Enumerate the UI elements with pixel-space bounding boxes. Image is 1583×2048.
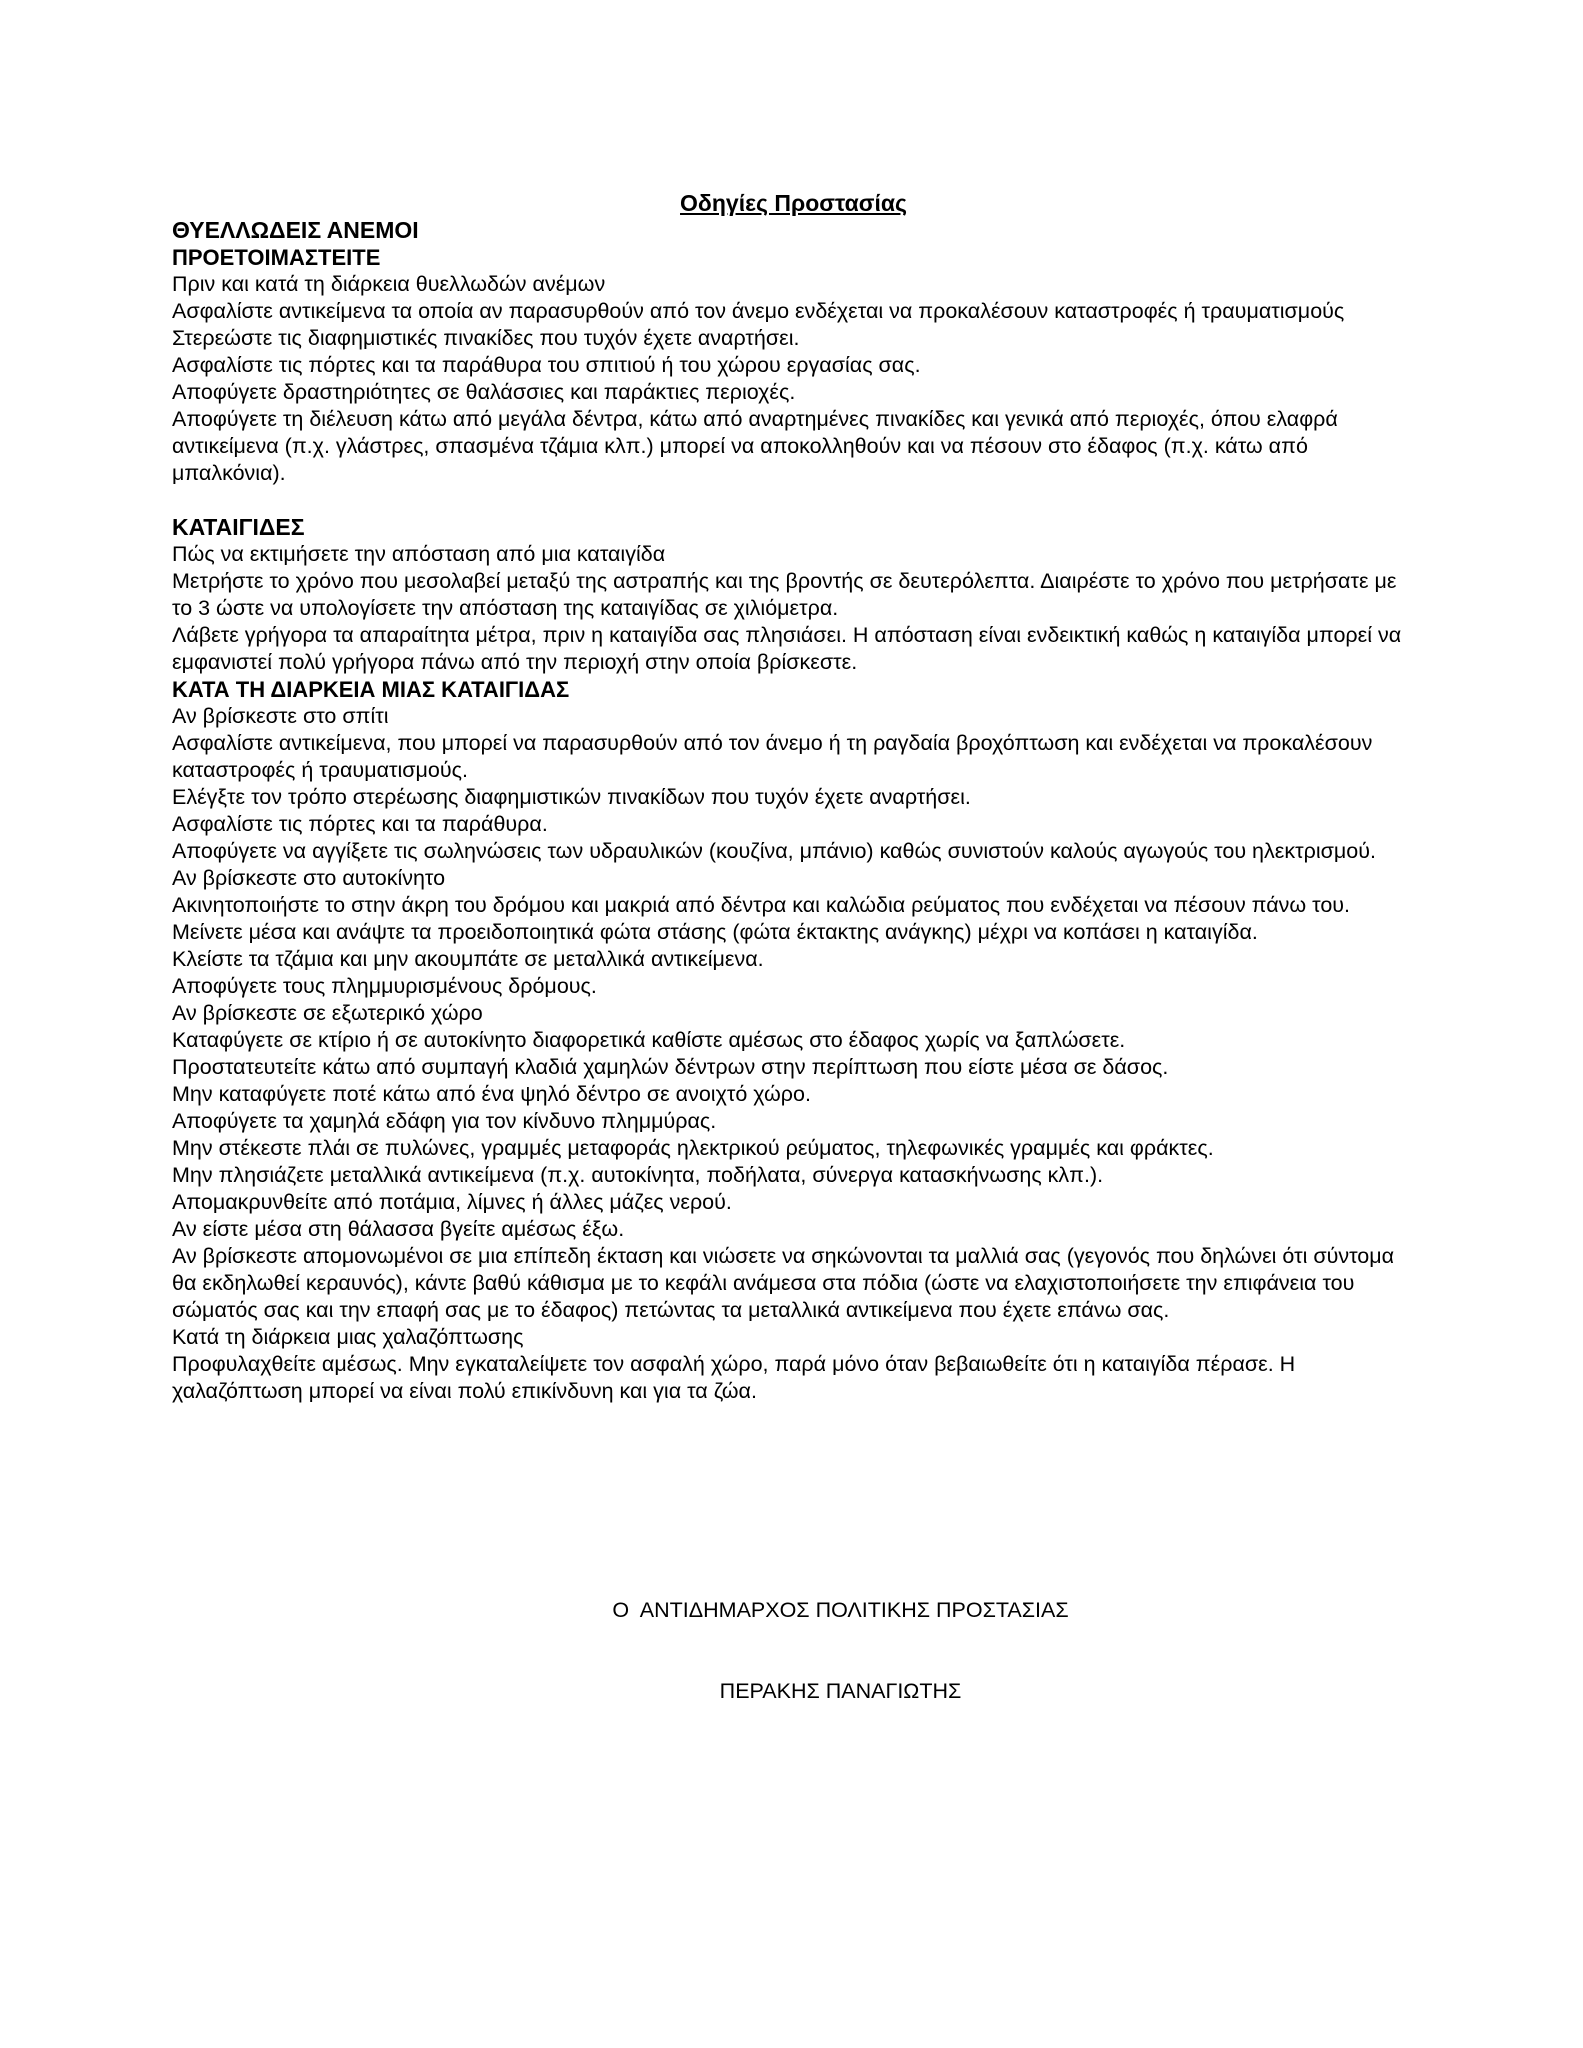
section-thunderstorms — [172, 514, 1415, 1405]
paragraph: Μην πλησιάζετε μεταλλικά αντικείμενα (π.χ. αυτοκίνητα, ποδήλατα, σύνεργα κατασκήνωσης κλπ.). — [172, 1163, 1104, 1187]
paragraph: Κατά τη διάρκεια μιας χαλαζόπτωσης — [172, 1325, 524, 1349]
paragraph: Ασφαλίστε τις πόρτες και τα παράθυρα του σπιτιού ή του χώρου εργασίας σας. — [172, 353, 921, 377]
paragraph: Αποφύγετε να αγγίξετε τις σωληνώσεις των υδραυλικών (κουζίνα, μπάνιο) καθώς συνιστούν καλούς αγωγούς του ηλεκτρισμού. — [172, 839, 1376, 863]
section-subheading-during-thunderstorm: ΚΑΤΑ ΤΗ ΔΙΑΡΚΕΙΑ ΜΙΑΣ ΚΑΤΑΙΓΙΔΑΣ — [172, 677, 570, 702]
paragraph: Προστατευτείτε κάτω από συμπαγή κλαδιά χαμηλών δέντρων στην περίπτωση που είστε μέσα σε δάσος. — [172, 1055, 1169, 1079]
paragraph: Ασφαλίστε τις πόρτες και τα παράθυρα. — [172, 812, 548, 836]
paragraph: Ακινητοποιήστε το στην άκρη του δρόμου και μακριά από δέντρα και καλώδια ρεύματος που ενδέχεται να πέσουν πάνω του. — [172, 893, 1351, 917]
paragraph: Αν βρίσκεστε απομονωμένοι σε μια επίπεδη έκταση και νιώσετε να σηκώνονται τα μαλλιά σας (γεγονός που δηλώνει ότι σύντομα θα εκδηλωθεί κεραυνός), κάντε βαθύ κάθισμα με το κεφάλι ανάμεσα στα πόδια (ώστε να ελαχιστοποιήσετε την επιφάνεια του σώματός σας και την επαφή σας με το έδαφος) πετώντας τα μεταλλικά αντικείμενα που έχετε επάνω σας. — [172, 1244, 1395, 1322]
paragraph: Μείνετε μέσα και ανάψτε τα προειδοποιητικά φώτα στάσης (φώτα έκτακτης ανάγκης) μέχρι να κοπάσει η καταιγίδα. — [172, 920, 1258, 944]
paragraph: Αν βρίσκεστε στο σπίτι — [172, 704, 389, 728]
paragraph: Αποφύγετε τους πλημμυρισμένους δρόμους. — [172, 974, 597, 998]
document-title: Οδηγίες Προστασίας — [680, 190, 907, 216]
section-subheading-prepare: ΠΡΟΕΤΟΙΜΑΣΤΕΙΤΕ — [172, 245, 381, 270]
paragraph: Μην καταφύγετε ποτέ κάτω από ένα ψηλό δέντρο σε ανοιχτό χώρο. — [172, 1082, 811, 1106]
paragraph: Ασφαλίστε αντικείμενα, που μπορεί να παρασυρθούν από τον άνεμο ή τη ραγδαία βροχόπτωση και ενδέχεται να προκαλέσουν καταστροφές ή τραυματισμούς. — [172, 731, 1373, 782]
paragraph: Καταφύγετε σε κτίριο ή σε αυτοκίνητο διαφορετικά καθίστε αμέσως στο έδαφος χωρίς να ξαπλώσετε. — [172, 1028, 1126, 1052]
paragraph: Αποφύγετε τη διέλευση κάτω από μεγάλα δέντρα, κάτω από αναρτημένες πινακίδες και γενικά από περιοχές, όπου ελαφρά αντικείμενα (π.χ. γλάστρες, σπασμένα τζάμια κλπ.) μπορεί να αποκολληθούν και να πέσουν στο έδαφος (π.χ. κάτω από μπαλκόνια). — [172, 407, 1338, 485]
paragraph: Μην στέκεστε πλάι σε πυλώνες, γραμμές μεταφοράς ηλεκτρικού ρεύματος, τηλεφωνικές γραμμές και φράκτες. — [172, 1136, 1214, 1160]
section-heading-thunderstorms: ΚΑΤΑΙΓΙΔΕΣ — [172, 514, 305, 540]
paragraph: Αν βρίσκεστε στο αυτοκίνητο — [172, 866, 446, 890]
paragraph: Στερεώστε τις διαφημιστικές πινακίδες που τυχόν έχετε αναρτήσει. — [172, 326, 800, 350]
signature-role: Ο ΑΝΤΙΔΗΜΑΡΧΟΣ ΠΟΛΙΤΙΚΗΣ ΠΡΟΣΤΑΣΙΑΣ — [612, 1598, 1069, 1622]
section-heading-storm-winds: ΘΥΕΛΛΩΔΕΙΣ ΑΝΕΜΟΙ — [172, 217, 419, 243]
section-storm-winds — [172, 217, 1415, 487]
paragraph: Πριν και κατά τη διάρκεια θυελλωδών ανέμων — [172, 272, 606, 296]
paragraph: Προφυλαχθείτε αμέσως. Μην εγκαταλείψετε τον ασφαλή χώρο, παρά μόνο όταν βεβαιωθείτε ότι η καταιγίδα πέρασε. Η χαλαζόπτωση μπορεί να είναι πολύ επικίνδυνη και για τα ζώα. — [172, 1352, 1296, 1403]
paragraph: Πώς να εκτιμήσετε την απόσταση από μια καταιγίδα — [172, 542, 666, 566]
paragraph: Απομακρυνθείτε από ποτάμια, λίμνες ή άλλες μάζες νερού. — [172, 1190, 732, 1214]
paragraph: Ασφαλίστε αντικείμενα τα οποία αν παρασυρθούν από τον άνεμο ενδέχεται να προκαλέσουν καταστροφές ή τραυματισμούς — [172, 299, 1345, 323]
paragraph: Αποφύγετε τα χαμηλά εδάφη για τον κίνδυνο πλημμύρας. — [172, 1109, 717, 1133]
paragraph: Αν είστε μέσα στη θάλασσα βγείτε αμέσως έξω. — [172, 1217, 625, 1241]
paragraph: Μετρήστε το χρόνο που μεσολαβεί μεταξύ της αστραπής και της βροντής σε δευτερόλεπτα. Διαιρέστε το χρόνο που μετρήσατε με το 3 ώστε να υπολογίσετε την απόσταση της καταιγίδας σε χιλιόμετρα. — [172, 569, 1397, 620]
paragraph: Ελέγξτε τον τρόπο στερέωσης διαφημιστικών πινακίδων που τυχόν έχετε αναρτήσει. — [172, 785, 971, 809]
signature-block — [266, 1543, 1415, 1759]
paragraph: Αν βρίσκεστε σε εξωτερικό χώρο — [172, 1001, 483, 1025]
signature-name: ΠΕΡΑΚΗΣ ΠΑΝΑΓΙΩΤΗΣ — [719, 1679, 962, 1703]
paragraph: Λάβετε γρήγορα τα απαραίτητα μέτρα, πριν η καταιγίδα σας πλησιάσει. Η απόσταση είναι ενδεικτική καθώς η καταιγίδα μπορεί να εμφανιστεί πολύ γρήγορα πάνω από την περιοχή στην οποία βρίσκεστε. — [172, 623, 1402, 674]
paragraph: Κλείστε τα τζάμια και μην ακουμπάτε σε μεταλλικά αντικείμενα. — [172, 947, 764, 971]
paragraph: Αποφύγετε δραστηριότητες σε θαλάσσιες και παράκτιες περιοχές. — [172, 380, 796, 404]
